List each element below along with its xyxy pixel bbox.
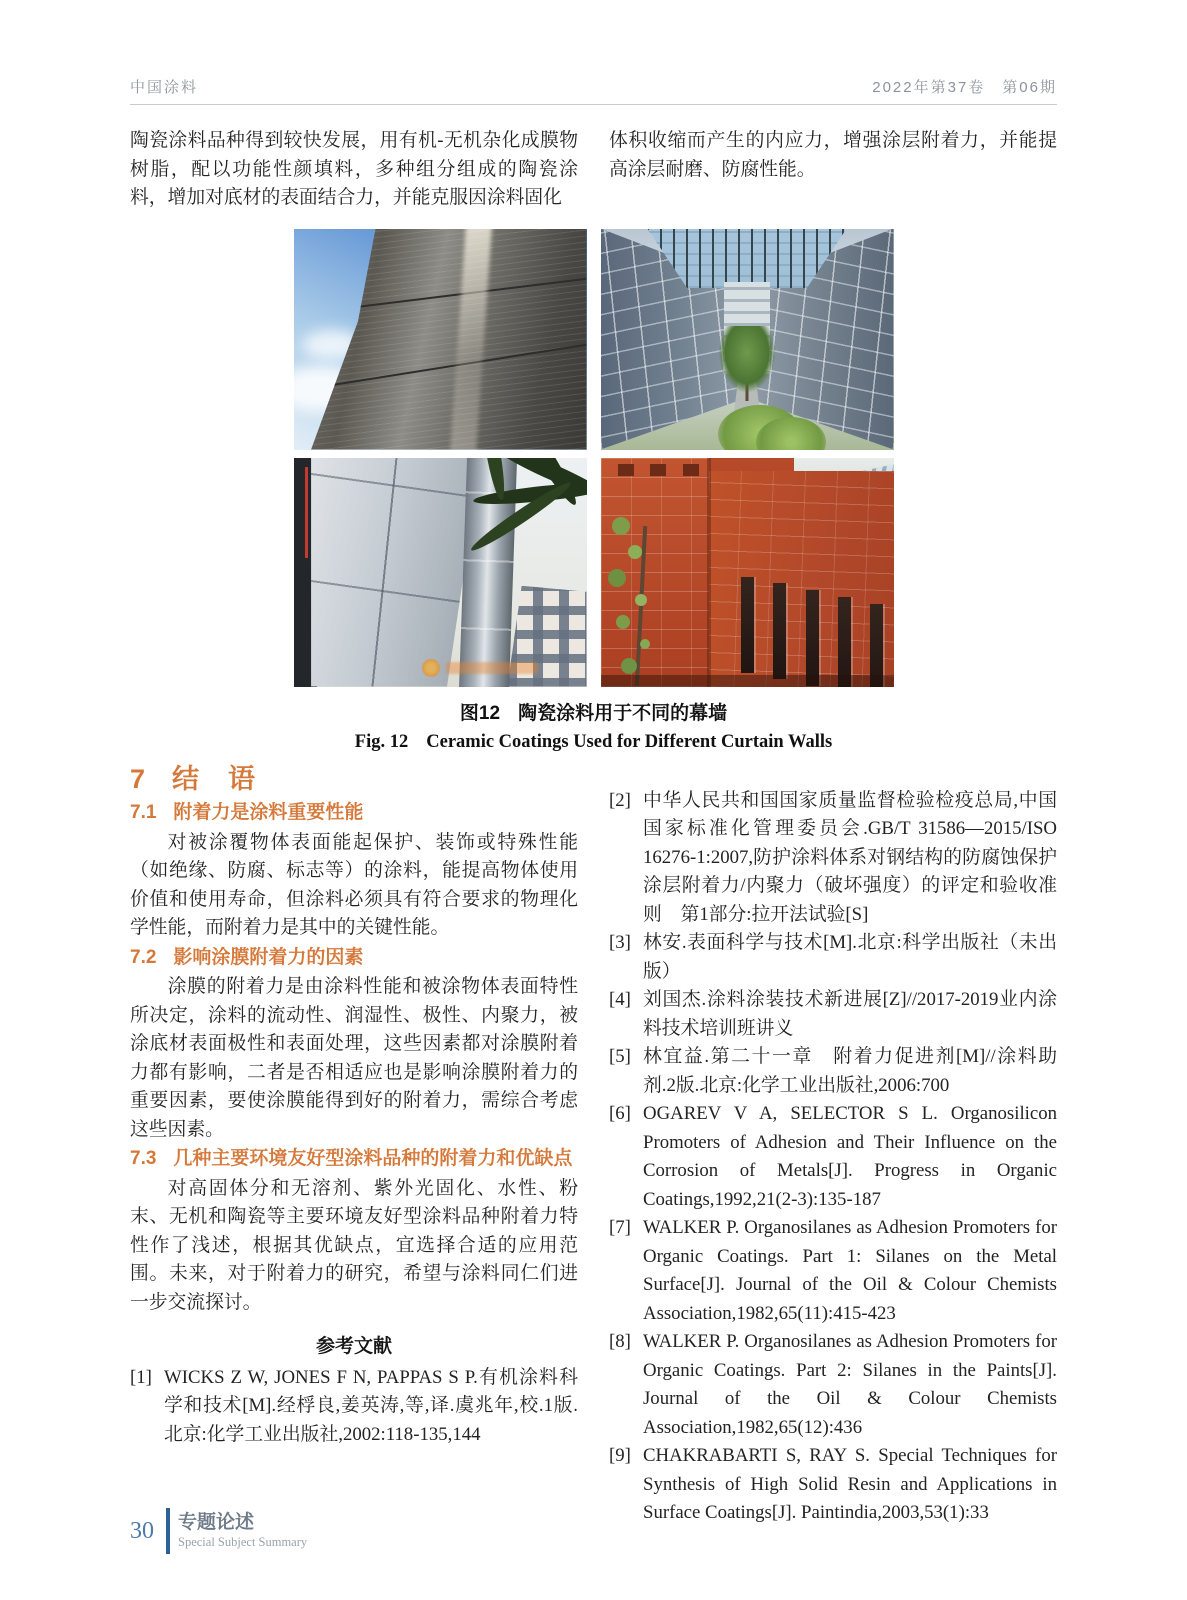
photo-terracotta-facade xyxy=(601,458,894,687)
section-number: 7 xyxy=(130,763,147,794)
page-header xyxy=(130,0,1057,105)
reference-label: [1] xyxy=(130,1366,152,1388)
photo-glass-atrium xyxy=(601,229,894,450)
vent-opening xyxy=(618,464,634,476)
reference-item-7 xyxy=(609,1214,1057,1328)
subsection-body-7-2: 涂膜的附着力是由涂料性能和被涂物体表面特性所决定，涂料的流动性、润湿性、极性、内聚力，被涂底材表面极性和表面处理，这些因素都对涂膜附着力都有影响，二者是否相适应也是影响涂膜附着力的重要因素，要使涂膜能得到好的附着力，需综合考虑这些因素。 xyxy=(130,976,578,1140)
aluminum-panels xyxy=(311,458,481,687)
figure-label-zh: 图12 xyxy=(459,702,501,724)
figure-label-en: Fig. 12 xyxy=(354,731,409,752)
reference-text: CHAKRABARTI S, RAY S. Special Techniques for Synthesis of High Solid Resin and Applications in Surface Coatings[J]. Paintindia,2003,53(1):33 xyxy=(643,1445,1057,1523)
journal-name: 中国涂料 xyxy=(130,79,199,96)
reference-item-5 xyxy=(609,1043,1057,1100)
section-heading xyxy=(130,765,578,794)
subsection-title: 影响涂膜附着力的因素 xyxy=(173,946,364,968)
panel-seam xyxy=(294,273,587,318)
reference-text: 林安.表面科学与技术[M].北京:科学出版社（未出版） xyxy=(643,932,1057,982)
watermark-logo-icon xyxy=(422,659,440,677)
body-columns xyxy=(130,763,1076,1528)
photo-silver-panel-wall xyxy=(294,458,587,687)
right-column xyxy=(609,763,1076,1528)
reference-text: WALKER P. Organosilanes as Adhesion Promoters for Organic Coatings. Part 2: Silanes in the Paints[J]. Journal of the Oil & Colour Chemists Association,1982,65(12):436 xyxy=(643,1331,1057,1438)
watermark-text-blur xyxy=(446,662,538,674)
subsection-body-7-3: 对高固体分和无溶剂、紫外光固化、水性、粉末、无机和陶瓷等主要环境友好型涂料品种附着力特性作了浅述，根据其优缺点，宜选择合适的应用范围。未来，对于附着力的研究，希望与涂料同仁们进一步交流探讨。 xyxy=(130,1177,578,1313)
subsection-title: 几种主要环境友好型涂料品种的附着力和优缺点 xyxy=(173,1148,573,1169)
facade-left-face xyxy=(601,458,709,687)
intro-paragraphs xyxy=(130,127,1057,213)
reference-label: [3] xyxy=(609,932,631,953)
red-accent xyxy=(305,467,308,559)
figure-caption-en xyxy=(130,729,1057,755)
light-reflection xyxy=(449,229,492,450)
reference-label: [7] xyxy=(609,1217,631,1238)
issue-info: 2022年第37卷 第06期 xyxy=(872,79,1057,96)
watermark xyxy=(422,659,542,677)
reference-text: WICKS Z W, JONES F N, PAPPAS S P.有机涂料科学和技术[M].经桴良,姜英涛,等,译.虞兆年,校.1版.北京:化学工业出版社,2002:118-135,144 xyxy=(164,1366,578,1445)
figure-text-zh: 陶瓷涂料用于不同的幕墙 xyxy=(518,702,728,724)
photo-grid xyxy=(130,229,1057,687)
page-content xyxy=(130,0,1076,1528)
reference-item-2 xyxy=(609,787,1076,930)
reference-label: [5] xyxy=(609,1046,631,1067)
figure-text-en: Ceramic Coatings Used for Different Curtain Walls xyxy=(426,731,833,752)
reference-label: [8] xyxy=(609,1331,631,1352)
footer-column-en: Special Subject Summary xyxy=(178,1535,308,1549)
window-slot xyxy=(838,597,851,686)
intro-left-column: 陶瓷涂料品种得到较快发展，用有机-无机杂化成膜物树脂，配以功能性颜填料，多种组分组成的陶瓷涂料，增加对底材的表面结合力，并能克服因涂料固化 xyxy=(130,130,578,208)
reference-item-3 xyxy=(609,929,1057,986)
subsection-title: 附着力是涂料重要性能 xyxy=(173,802,364,823)
base-shadow xyxy=(601,675,894,686)
vent-opening xyxy=(683,464,699,476)
reference-label: [2] xyxy=(609,789,631,811)
reference-item-1 xyxy=(130,1364,578,1450)
window-slot xyxy=(773,583,786,679)
reference-label: [9] xyxy=(609,1445,631,1466)
subsection-heading-7-1 xyxy=(130,799,578,828)
reference-text: WALKER P. Organosilanes as Adhesion Promoters for Organic Coatings. Part 1: Silanes on the Metal Surface[J]. Journal of the Oil & Colour Chemists Association,1982,65(11):415-423 xyxy=(643,1217,1057,1324)
footer-column-zh: 专题论述 xyxy=(178,1512,255,1533)
facade-right-face xyxy=(709,471,894,686)
subsection-number: 7.2 xyxy=(130,946,157,968)
intro-right-column: 体积收缩而产生的内应力，增强涂层附着力，并能提高涂层耐磨、防腐性能。 xyxy=(609,130,1057,180)
figure-12 xyxy=(130,229,1057,755)
subsection-number: 7.3 xyxy=(130,1148,157,1169)
subsection-heading-7-3 xyxy=(130,1145,578,1174)
footer-divider xyxy=(166,1508,170,1554)
left-column xyxy=(130,763,578,1528)
reference-label: [4] xyxy=(609,989,631,1010)
figure-caption xyxy=(130,701,1057,755)
reference-item-9 xyxy=(609,1442,1057,1528)
page-footer xyxy=(130,1508,307,1554)
reference-label: [6] xyxy=(609,1103,631,1124)
subsection-body-7-1: 对被涂覆物体表面能起保护、装饰或特殊性能（如绝缘、防腐、标志等）的涂料，能提高物体使用价值和使用寿命，但涂料必须具有符合要求的物理化学性能，而附着力是其中的关键性能。 xyxy=(130,831,578,938)
subsection-heading-7-2 xyxy=(130,944,578,973)
vent-opening xyxy=(650,464,666,476)
reference-text: 刘国杰.涂料涂装技术新进展[Z]//2017-2019业内涂料技术培训班讲义 xyxy=(643,989,1057,1039)
references-title: 参考文献 xyxy=(315,1336,392,1357)
building-corner xyxy=(707,458,711,687)
reference-item-8 xyxy=(609,1328,1057,1442)
page-number: 30 xyxy=(130,1517,154,1544)
photo-dark-gray-curtain-wall xyxy=(294,229,587,450)
window-slot xyxy=(806,590,819,686)
reference-text: 中华人民共和国国家质量监督检验检疫总局,中国国家标准化管理委员会.GB/T 31586—2015/ISO 16276-1:2007,防护涂料体系对钢结构的防腐蚀保护 涂层附着力/内聚力（破坏强度）的评定和验收准则 第1部分:拉开法试验[S] xyxy=(643,789,1076,925)
tree-canopy xyxy=(719,326,775,392)
reference-text: 林宜益.第二十一章 附着力促进剂[M]//涂料助剂.2版.北京:化学工业出版社,2006:700 xyxy=(643,1046,1057,1096)
subsection-number: 7.1 xyxy=(130,802,157,823)
footer-column-info xyxy=(178,1512,307,1550)
reference-item-4 xyxy=(609,986,1057,1043)
reference-item-6 xyxy=(609,1100,1057,1214)
window-slot xyxy=(741,577,754,673)
figure-caption-zh xyxy=(130,701,1057,727)
reference-text: OGAREV V A, SELECTOR S L. Organosilicon Promoters of Adhesion and Their Influence on the Corrosion of Metals[J]. Progress in Organic Coatings,1992,21(2-3):135-187 xyxy=(643,1103,1057,1210)
section-title: 结 语 xyxy=(172,763,257,794)
